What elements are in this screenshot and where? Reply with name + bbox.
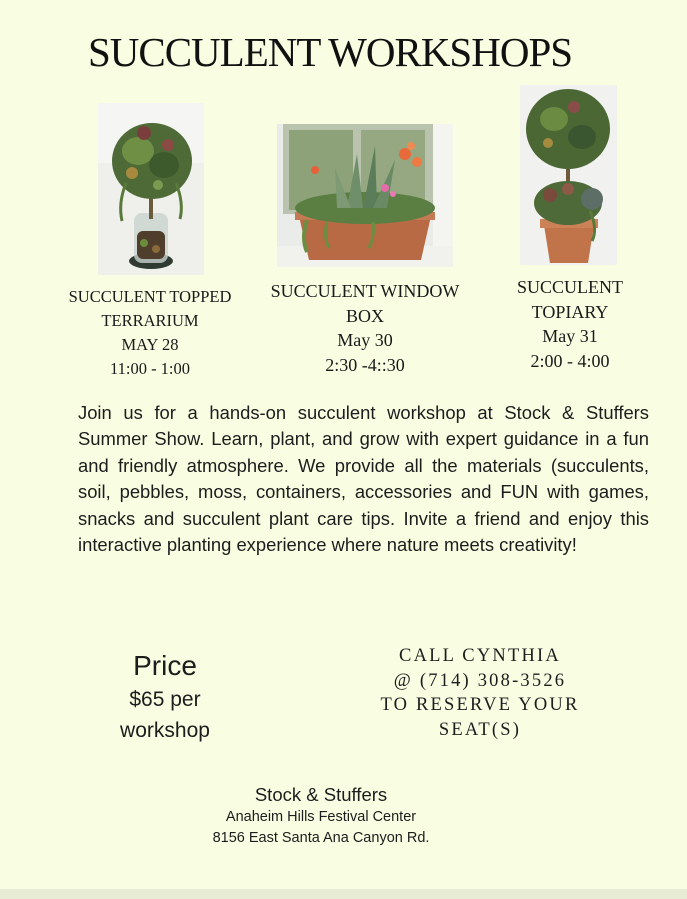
caption-line: SUCCULENT (516, 277, 623, 297)
venue-address-line: Anaheim Hills Festival Center (225, 809, 417, 825)
caption-line: SUCCULENT TOPPED (68, 287, 232, 306)
flyer-title: SUCCULENT WORKSHOPS (87, 29, 573, 75)
price-heading: Price (133, 650, 197, 681)
venue-block (180, 783, 462, 849)
caption-line: May 30 (337, 330, 393, 350)
contact-line: CALL CYNTHIA (399, 646, 561, 666)
venue-name: Stock & Stuffers (254, 784, 388, 805)
caption-line: BOX (345, 305, 384, 326)
topped-terrarium-photo (98, 103, 204, 275)
caption-line: 11:00 - 1:00 (109, 359, 191, 378)
contact-phone: @ (714) 308-3526 (393, 670, 567, 691)
venue-address-line: 8156 East Santa Ana Canyon Rd. (212, 830, 430, 846)
workshop-caption-terrarium (50, 285, 250, 381)
price-amount: $65 per (129, 688, 201, 711)
bottom-border (0, 889, 687, 899)
caption-line: 2:00 - 4:00 (530, 350, 610, 371)
workshop-caption-window-box (254, 279, 476, 377)
price-unit: workshop (120, 719, 210, 742)
caption-line: May 31 (542, 326, 598, 346)
workshop-caption-topiary (490, 275, 650, 373)
caption-line: MAY 28 (121, 335, 179, 354)
caption-line: 2:30 -4::30 (325, 354, 405, 375)
caption-line: TERRARIUM (101, 311, 199, 330)
window-box-photo (277, 124, 453, 267)
caption-line: SUCCULENT WINDOW (270, 281, 460, 301)
contact-line: TO RESERVE YOUR (380, 695, 580, 715)
contact-block (368, 644, 592, 742)
caption-line: TOPIARY (531, 301, 609, 322)
topiary-photo (520, 85, 617, 265)
workshop-description: Join us for a hands-on succulent workshop at Stock & Stuffers Summer Show. Learn, plant, and grow with expert guidance in a fun and friendly atmosphere. We provide all the materials (succulents, soil, pebbles, moss, containers, accessories and FUN with games, snacks and succulent plant care tips. Invite a friend and enjoy this interactive planting experience where nature meets creativity! (78, 402, 649, 556)
price-block (90, 648, 240, 746)
contact-line: SEAT(S) (438, 719, 522, 740)
